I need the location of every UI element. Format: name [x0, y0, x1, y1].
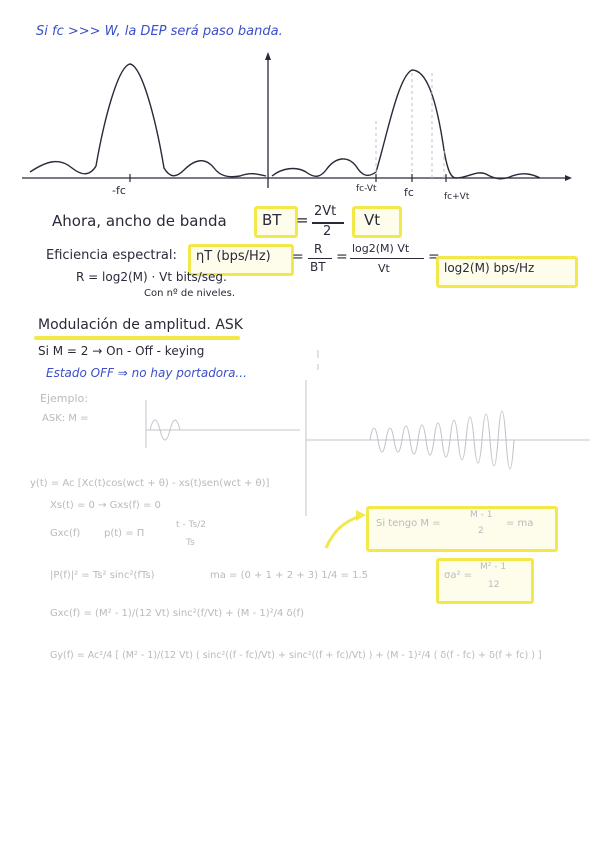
faint-pf: |P(f)|² = Ts² sinc²(fTs) [50, 570, 155, 581]
eff-r-den: BT [310, 260, 326, 274]
variance-num: M² - 1 [480, 562, 507, 572]
ook-line: Si M = 2 → On - Off - keying [38, 344, 205, 358]
bt-result: Vt [364, 211, 381, 229]
bt-numerator: 2Vt [314, 204, 337, 219]
callout-den: 2 [478, 526, 484, 536]
faint-gy: Gy(f) = Ac²/4 [ (M² - 1)/(12 Vt) ( sinc²((f - fc)/Vt) + sinc²((f + fc)/Vt) ) + (M - 1)²/4 ( δ(f - fc) + δ(f + fc) ) ] [50, 650, 542, 661]
header-note: Si fc >>> W, la DEP será paso banda. [36, 24, 283, 39]
bt-eq: = [296, 211, 309, 229]
section-title: Modulación de amplitud. ASK [38, 317, 243, 333]
levels-note: Con nº de niveles. [144, 288, 236, 299]
callout-frac: M - 1 [470, 510, 493, 520]
eff-eq1: = [292, 249, 304, 265]
eff-log-den: Vt [378, 262, 390, 275]
tick-fc-plus-vt: fc+Vt [444, 192, 470, 202]
bt-symbol: BT [262, 211, 282, 229]
bandwidth-prefix: Ahora, ancho de banda [52, 212, 227, 230]
faint-pt-frac-den: Ts [186, 538, 195, 548]
faint-yt: y(t) = Ac [Xc(t)cos(wct + θ) - xs(t)sen(wct + θ)] [30, 478, 270, 489]
faint-ma: ma = (0 + 1 + 2 + 3) 1/4 = 1.5 [210, 570, 368, 581]
eta-symbol: ηT (bps/Hz) [196, 249, 271, 264]
callout-line1: Si tengo M = [376, 518, 441, 529]
faint-pt-frac-num: t - Ts/2 [176, 520, 206, 530]
eff-result: log2(M) bps/Hz [444, 261, 535, 275]
tick-neg-fc: -fc [112, 184, 126, 197]
rate-line: R = log2(M) · Vt bits/seg. [76, 270, 227, 284]
faint-xs: Xs(t) = 0 → Gxs(f) = 0 [50, 500, 161, 511]
callout-box [366, 506, 558, 552]
faint-example: Ejemplo: [40, 392, 88, 405]
variance-label: σa² = [444, 570, 473, 581]
faint-ask-m: ASK: M = [42, 413, 89, 424]
eff-r-num: R [314, 242, 323, 256]
faint-pt: p(t) = Π [104, 528, 145, 539]
off-state-line: Estado OFF ⇒ no hay portadora... [46, 366, 247, 380]
eff-label: Eficiencia espectral: [46, 248, 177, 263]
faint-gxc2: Gxc(f) = (M² - 1)/(12 Vt) sinc²(f/Vt) + (M - 1)²/4 δ(f) [50, 608, 304, 619]
bt-denominator: 2 [323, 224, 332, 239]
eff-log-num: log2(M) Vt [352, 242, 410, 255]
callout-eq: = ma [506, 518, 534, 529]
variance-den: 12 [488, 580, 500, 590]
eff-eq2: = [336, 249, 348, 265]
faint-gxc: Gxc(f) [50, 528, 81, 539]
eff-eq3: = [428, 249, 440, 265]
tick-fc: fc [404, 186, 414, 199]
tick-fc-minus-vt: fc-Vt [356, 184, 377, 194]
